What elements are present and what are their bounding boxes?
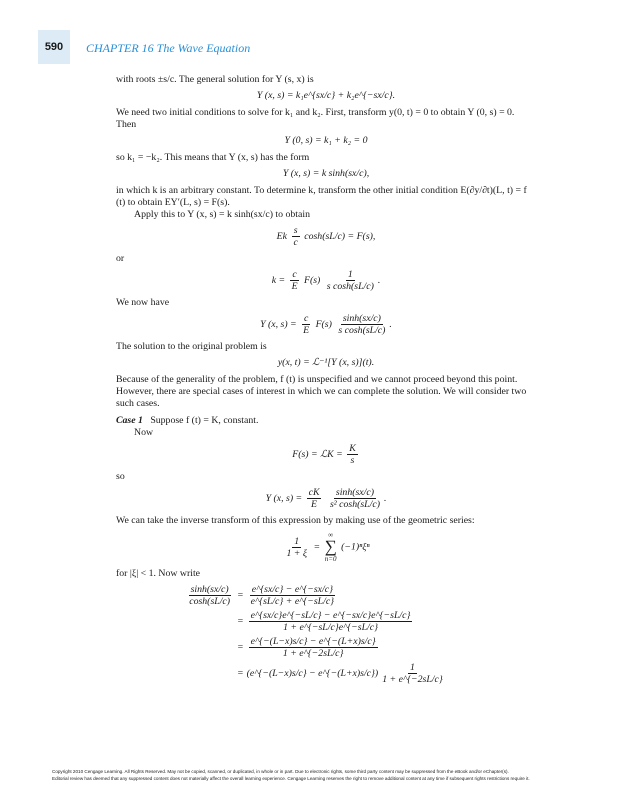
- numerator: cK: [308, 487, 320, 498]
- equation-Y: Y (x, s) = $\frac{c}{E}$ F(s) $\frac{\sinh(sx/c)}{\text{s cosh(sL/c)}}$ .: [260, 313, 392, 336]
- numerator: 1: [294, 535, 300, 547]
- fraction: [249, 584, 336, 607]
- fraction: [249, 610, 413, 633]
- paragraph: so k₁ = −k₂. This means that Y (x, s) has the form: [116, 152, 310, 163]
- aligned-derivation: [96, 584, 536, 685]
- eq-part: F(s): [315, 318, 332, 330]
- eq-part: =: [313, 541, 321, 553]
- rhs: [247, 636, 447, 659]
- equation-general-solution: Y (x, s) = k₁e^{sx/c} + k₂e^{−sx/c}.: [256, 90, 396, 101]
- case-text: Suppose f (t) = K, constant.: [150, 415, 259, 426]
- footer-line: Editorial review has deemed that any suppressed content does not materially affect the overall learning experience. Cengage Learning reserves the right to remove additional content at any time if subsequent rights restrictions require it.: [52, 776, 530, 781]
- sum-upper: ∞: [328, 531, 334, 539]
- fraction: [336, 313, 387, 336]
- denominator: 1 + ξ: [286, 547, 308, 559]
- fraction: [347, 443, 358, 466]
- equation-k: k = $\frac{c}{E}$ F(s) $\frac{1}{\text{s cosh(sL/c)}}$ .: [271, 269, 381, 292]
- paragraph: The solution to the original problem is: [116, 341, 267, 352]
- page-header: [0, 30, 622, 64]
- paragraph: Because of the generality of the problem, f (t) is unspecified and we cannot proceed beyond this point. However, there are special cases of interest in which we can complete the solution. We will consider two such cases.: [116, 374, 527, 409]
- numerator: 1: [347, 269, 353, 280]
- fraction: [284, 536, 309, 559]
- footer-line: Copyright 2010 Cengage Learning. All Rights Reserved. May not be copied, scanned, or duplicated, in whole or in part. Due to electronic rights, some third party content may be suppressed from the eBook and/or eChapter(s).: [52, 769, 509, 774]
- denominator: E: [311, 499, 318, 510]
- denominator: s cosh(sL/c): [326, 281, 374, 292]
- numerator: s: [293, 225, 298, 236]
- fraction: [325, 269, 376, 292]
- paragraph: so: [116, 471, 125, 482]
- eq-part: k =: [271, 274, 286, 286]
- denominator: E: [291, 281, 298, 292]
- fraction: [307, 487, 322, 510]
- sum-sign: ∑: [324, 537, 337, 556]
- eq-part: (−1)ⁿξⁿ: [341, 541, 370, 553]
- eq-part: Ek: [276, 230, 287, 242]
- numerator: sinh(sx/c): [342, 313, 381, 324]
- fraction: [187, 584, 232, 607]
- equation-form: Y (x, s) = k sinh(sx/c),: [282, 168, 370, 179]
- numerator: e^{sx/c}e^{−sL/c} − e^{−sx/c}e^{−sL/c}: [250, 610, 411, 621]
- numerator: c: [292, 269, 297, 280]
- paragraph: We need two initial conditions to solve for k₁ and k₂. First, transform y(0, t) = 0 to obtain Y (0, s) = 0. Then: [116, 107, 515, 130]
- denominator: e^{sL/c} + e^{−sL/c}: [250, 596, 335, 607]
- denominator: s cosh(sL/c): [338, 325, 386, 336]
- eq-part: (e^{−(L−x)s/c} − e^{−(L+x)s/c}): [246, 667, 379, 679]
- denominator: E: [303, 325, 310, 336]
- eq-part: Y (x, s) =: [260, 318, 297, 330]
- rhs: [247, 584, 447, 607]
- paragraph: Now: [134, 427, 154, 438]
- numerator: sinh(sx/c): [190, 584, 229, 595]
- denominator: c: [293, 237, 298, 248]
- eq-part: Y (x, s) =: [265, 492, 303, 504]
- summation: [325, 531, 337, 563]
- copyright-footer: [52, 768, 592, 782]
- numerator: c: [303, 313, 309, 324]
- equation-Y-case: Y (x, s) = $\frac{cK}{E}$ $\frac{\sinh(sx/c)}{\text{s² cosh(sL/c)}}$ .: [265, 487, 387, 510]
- denominator: 1 + e^{−sL/c}e^{−sL/c}: [283, 622, 379, 633]
- eq-sign: =: [237, 641, 244, 653]
- denominator: s² cosh(sL/c): [329, 499, 380, 510]
- equation-inverse: y(x, t) = ℒ⁻¹[Y (x, s)](t).: [277, 357, 375, 368]
- denominator: s: [350, 455, 355, 466]
- paragraph: with roots ±s/c. The general solution for Y (s, x) is: [116, 74, 314, 85]
- eq-sign: =: [237, 667, 244, 679]
- equation-F: [116, 443, 536, 466]
- eq-part: F(s): [304, 274, 321, 286]
- denominator: 1 + e^{−2sL/c}: [282, 648, 344, 659]
- chapter-title: CHAPTER 16 The Wave Equation: [86, 41, 251, 55]
- paragraph: We can take the inverse transform of this expression by making use of the geometric series:: [116, 515, 475, 526]
- eq-part: cosh(sL/c) = F(s),: [304, 230, 376, 242]
- lhs: [185, 584, 234, 607]
- page-number: 590: [38, 30, 70, 64]
- equation-boundary: Y (0, s) = k₁ + k₂ = 0: [284, 135, 368, 146]
- page-body: [116, 74, 536, 685]
- rhs: [247, 662, 447, 685]
- fraction: [380, 662, 445, 685]
- eq-part: F(s) = ℒK =: [292, 448, 343, 460]
- paragraph: or: [116, 253, 125, 264]
- eq-sign: =: [237, 589, 244, 601]
- fraction: [291, 225, 299, 248]
- numerator: e^{sx/c} − e^{−sx/c}: [251, 584, 333, 595]
- paragraph: for |ξ| < 1. Now write: [116, 568, 201, 579]
- eq-sign: =: [237, 615, 244, 627]
- paragraph: Apply this to Y (x, s) = k sinh(sx/c) to obtain: [134, 209, 310, 220]
- fraction: [301, 313, 311, 336]
- fraction: [249, 636, 378, 659]
- paragraph: We now have: [116, 297, 170, 308]
- case-heading: [116, 415, 536, 427]
- numerator: e^{−(L−x)s/c} − e^{−(L+x)s/c}: [250, 636, 376, 647]
- sum-lower: n=0: [324, 555, 337, 563]
- numerator: K: [349, 443, 356, 454]
- fraction: [290, 269, 300, 292]
- rhs: [247, 610, 447, 633]
- numerator: sinh(sx/c): [335, 487, 374, 498]
- equation-apply: [116, 225, 536, 248]
- denominator: 1 + e^{−2sL/c}: [382, 674, 443, 685]
- denominator: cosh(sL/c): [189, 596, 231, 607]
- case-label: Case 1: [116, 415, 143, 426]
- numerator: 1: [410, 662, 415, 673]
- fraction: [328, 487, 382, 510]
- paragraph: in which k is an arbitrary constant. To determine k, transform the other initial condition E(∂y/∂t)(L, t) = f (t) to obtain EY′(L, s) = F(s).: [116, 185, 527, 208]
- equation-geometric-series: [116, 531, 536, 563]
